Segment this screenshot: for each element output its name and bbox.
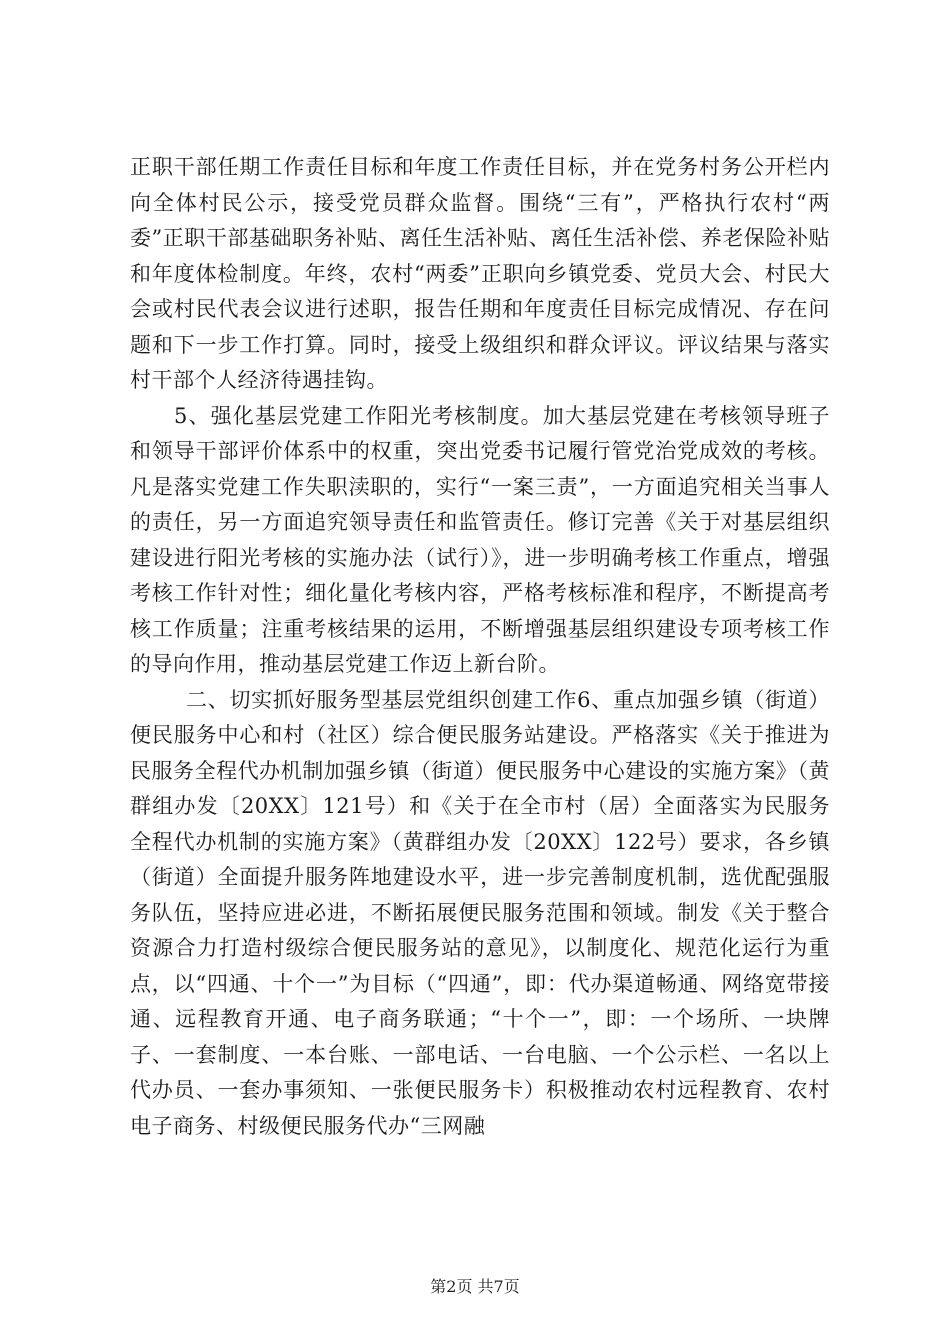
paragraph-3: 二、切实抓好服务型基层党组织创建工作6、重点加强乡镇（街道）便民服务中心和村（社区）综合便民服务站建设。严格落实《关于推进为民服务全程代办机制加强乡镇（街道）便民服务中心建设的实施方案》（黄群组办发〔20XX〕121号）和《关于在全市村（居）全面落实为民服务全程代办机制的实施方案》（黄群组办发〔20XX〕122号）要求，各乡镇（街道）全面提升服务阵地建设水平，进一步完善制度机制，选优配强服务队伍，坚持应进必进，不断拓展便民服务范围和领域。制发《关于整合资源合力打造村级综合便民服务站的意见》，以制度化、规范化运行为重点，以“四通、十个一”为目标（“四通”，即：代办渠道畅通、网络宽带接通、远程教育开通、电子商务联通；“十个一”，即：一个场所、一块牌子、一套制度、一本台账、一部电话、一台电脑、一个公示栏、一名以上代办员、一套办事须知、一张便民服务卡）积极推动农村远程教育、农村电子商务、村级便民服务代办“三网融 [130, 687, 830, 1138]
paragraph-2: 5、强化基层党建工作阳光考核制度。加大基层党建在考核领导班子和领导干部评价体系中的权重，突出党委书记履行管党治党成效的考核。凡是落实党建工作失职渎职的，实行“一案三责”，一方面追究相关当事人的责任，另一方面追究领导责任和监管责任。修订完善《关于对基层组织建设进行阳光考核的实施办法（试行）》，进一步明确考核工作重点，增强考核工作针对性；细化量化考核内容，严格考核标准和程序，不断提高考核工作质量；注重考核结果的运用，不断增强基层组织建设专项考核工作的导向作用，推动基层党建工作迈上新台阶。 [130, 403, 830, 676]
document-body [130, 150, 830, 1144]
paragraph-1: 正职干部任期工作责任目标和年度工作责任目标，并在党务村务公开栏内向全体村民公示，接受党员群众监督。围绕“三有”，严格执行农村“两委”正职干部基础职务补贴、离任生活补贴、离任生活补偿、养老保险补贴和年度体检制度。年终，农村“两委”正职向乡镇党委、党员大会、村民大会或村民代表会议进行述职，报告任期和年度责任目标完成情况、存在问题和下一步工作打算。同时，接受上级组织和群众评议。评议结果与落实村干部个人经济待遇挂钩。 [130, 155, 830, 392]
page-number-footer: 第2页 共7页 [430, 1277, 520, 1296]
